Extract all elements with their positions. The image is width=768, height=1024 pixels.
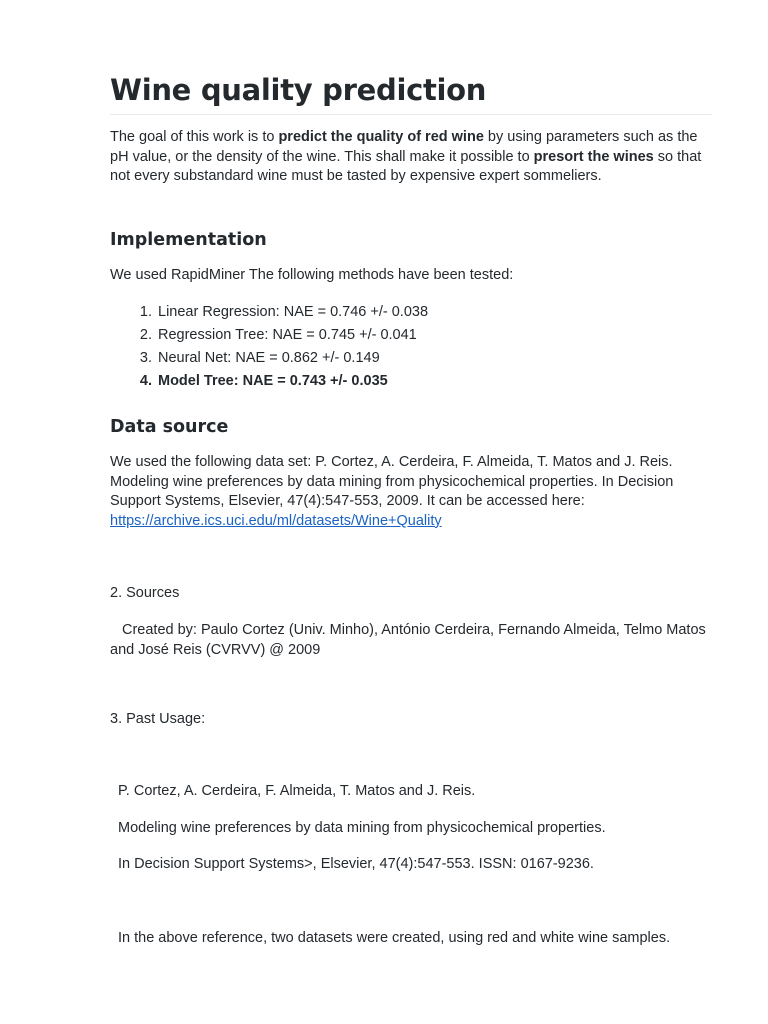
page-title: Wine quality prediction <box>110 70 712 115</box>
methods-list <box>110 301 716 393</box>
intro-paragraph <box>110 128 716 187</box>
data-source-heading: Data source <box>110 417 229 437</box>
sources-heading: 2. Sources <box>110 585 180 601</box>
method-item: 1. Linear Regression: NAE = 0.746 +/- 0.038 <box>156 301 716 324</box>
intro-bold-1: predict the quality of red wine <box>278 129 484 145</box>
implementation-heading: Implementation <box>110 230 267 250</box>
sources-text: Created by: Paulo Cortez (Univ. Minho), António Cerdeira, Fernando Almeida, Telmo Matos and José Reis (CVRVV) @ 2009 <box>110 622 706 658</box>
past-usage-journal: In Decision Support Systems>, Elsevier, 47(4):547-553. ISSN: 0167-9236. <box>118 856 594 872</box>
method-item: 2. Regression Tree: NAE = 0.745 +/- 0.041 <box>156 324 716 347</box>
method-item-best: 4. Model Tree: NAE = 0.743 +/- 0.035 <box>156 370 716 393</box>
past-usage-note: In the above reference, two datasets were created, using red and white wine samples. <box>118 930 671 946</box>
intro-text-1: The goal of this work is to <box>110 129 279 145</box>
method-item: 3. Neural Net: NAE = 0.862 +/- 0.149 <box>156 347 716 370</box>
intro-bold-2: presort the wines <box>533 148 654 165</box>
past-usage-authors: P. Cortez, A. Cerdeira, F. Almeida, T. Matos and J. Reis. <box>118 783 476 799</box>
past-usage-heading: 3. Past Usage: <box>110 711 206 727</box>
dataset-link[interactable]: https://archive.ics.uci.edu/ml/datasets/Wine+Quality <box>110 512 442 529</box>
past-usage-paper: Modeling wine preferences by data mining from physicochemical properties. <box>118 820 606 836</box>
data-source-text: We used the following data set: P. Cortez, A. Cerdeira, F. Almeida, T. Matos and J. Reis. Modeling wine preferences by data mining from physicochemical properties. In Decision Support Systems, Elsevier, 47(4):547-553, 2009. It can be accessed here: <box>110 454 674 510</box>
intro-text-2: by using parameters such as the pH value, or the density of the wine. This shall make it possible to <box>110 129 698 165</box>
implementation-text: We used RapidMiner The following methods have been tested: <box>110 267 514 283</box>
intro-text-3: so that not every substandard wine must be tasted by expensive expert sommeliers. <box>110 148 702 185</box>
data-source-paragraph <box>110 453 716 531</box>
